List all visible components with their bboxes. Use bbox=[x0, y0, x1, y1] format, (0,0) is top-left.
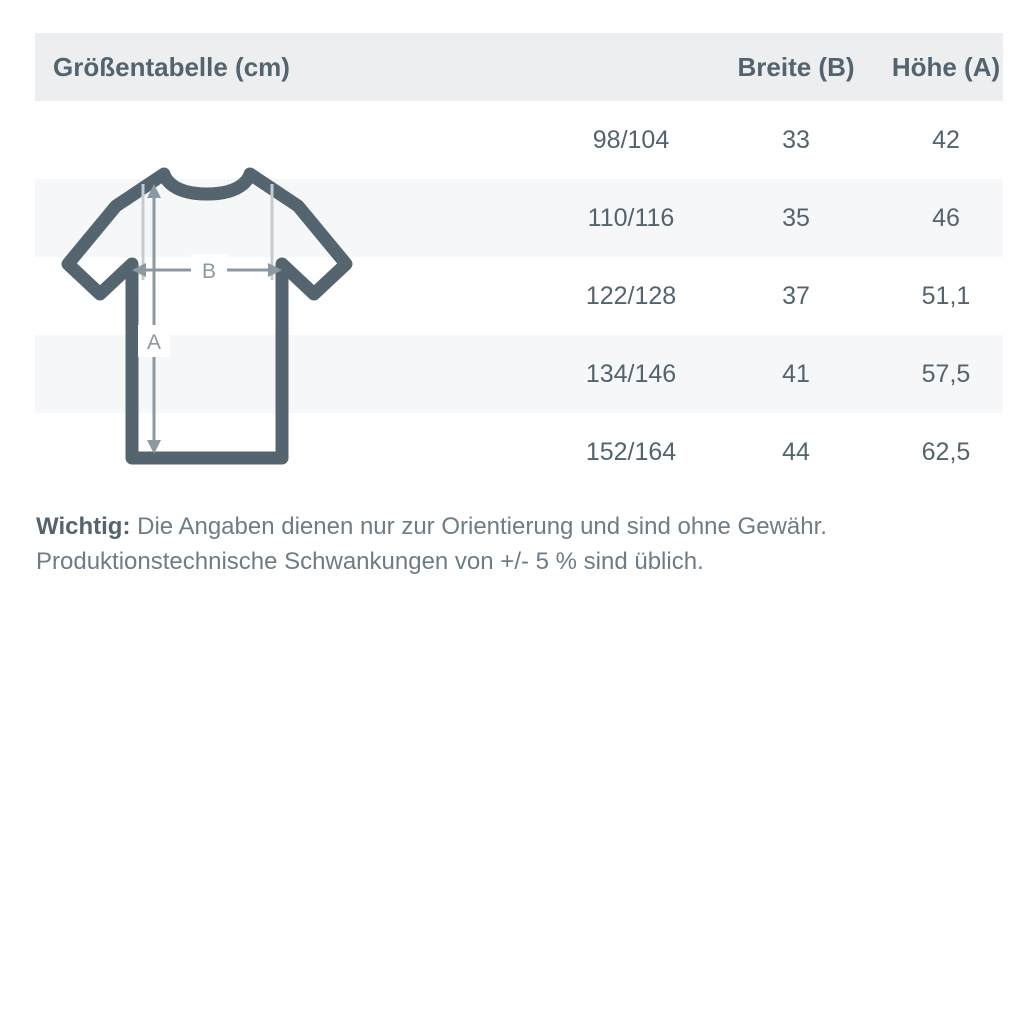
cell-height: 57,5 bbox=[921, 359, 971, 388]
note-text-2: Produktionstechnische Schwankungen von +/- 5 % sind üblich. bbox=[36, 547, 704, 575]
tshirt-icon bbox=[46, 140, 386, 480]
tshirt-outline bbox=[68, 174, 346, 458]
note-text-1: Die Angaben dienen nur zur Orientierung und sind ohne Gewähr. bbox=[130, 513, 827, 540]
cell-width: 35 bbox=[782, 203, 810, 232]
cell-height: 62,5 bbox=[921, 437, 971, 466]
cell-width: 33 bbox=[782, 125, 810, 154]
cell-size: 122/128 bbox=[585, 281, 677, 310]
cell-size: 98/104 bbox=[592, 125, 670, 154]
column-header-width: Breite (B) bbox=[737, 51, 855, 82]
cell-height: 42 bbox=[932, 125, 960, 154]
table-header-row bbox=[35, 33, 1003, 101]
cell-size: 134/146 bbox=[585, 359, 677, 388]
cell-width: 37 bbox=[782, 281, 810, 310]
cell-width: 44 bbox=[782, 437, 810, 466]
height-label: A bbox=[146, 331, 162, 354]
column-header-height: Höhe (A) bbox=[891, 51, 1001, 82]
cell-height: 46 bbox=[932, 203, 960, 232]
note-line-1 bbox=[36, 513, 827, 540]
width-label: B bbox=[201, 260, 217, 283]
cell-size: 152/164 bbox=[585, 437, 677, 466]
cell-width: 41 bbox=[782, 359, 810, 388]
tshirt-diagram bbox=[46, 140, 386, 480]
page-title: Größentabelle (cm) bbox=[53, 51, 290, 82]
cell-height: 51,1 bbox=[921, 281, 971, 310]
important-note bbox=[36, 510, 996, 580]
cell-size: 110/116 bbox=[587, 203, 675, 232]
note-emphasis: Wichtig: bbox=[36, 513, 131, 540]
